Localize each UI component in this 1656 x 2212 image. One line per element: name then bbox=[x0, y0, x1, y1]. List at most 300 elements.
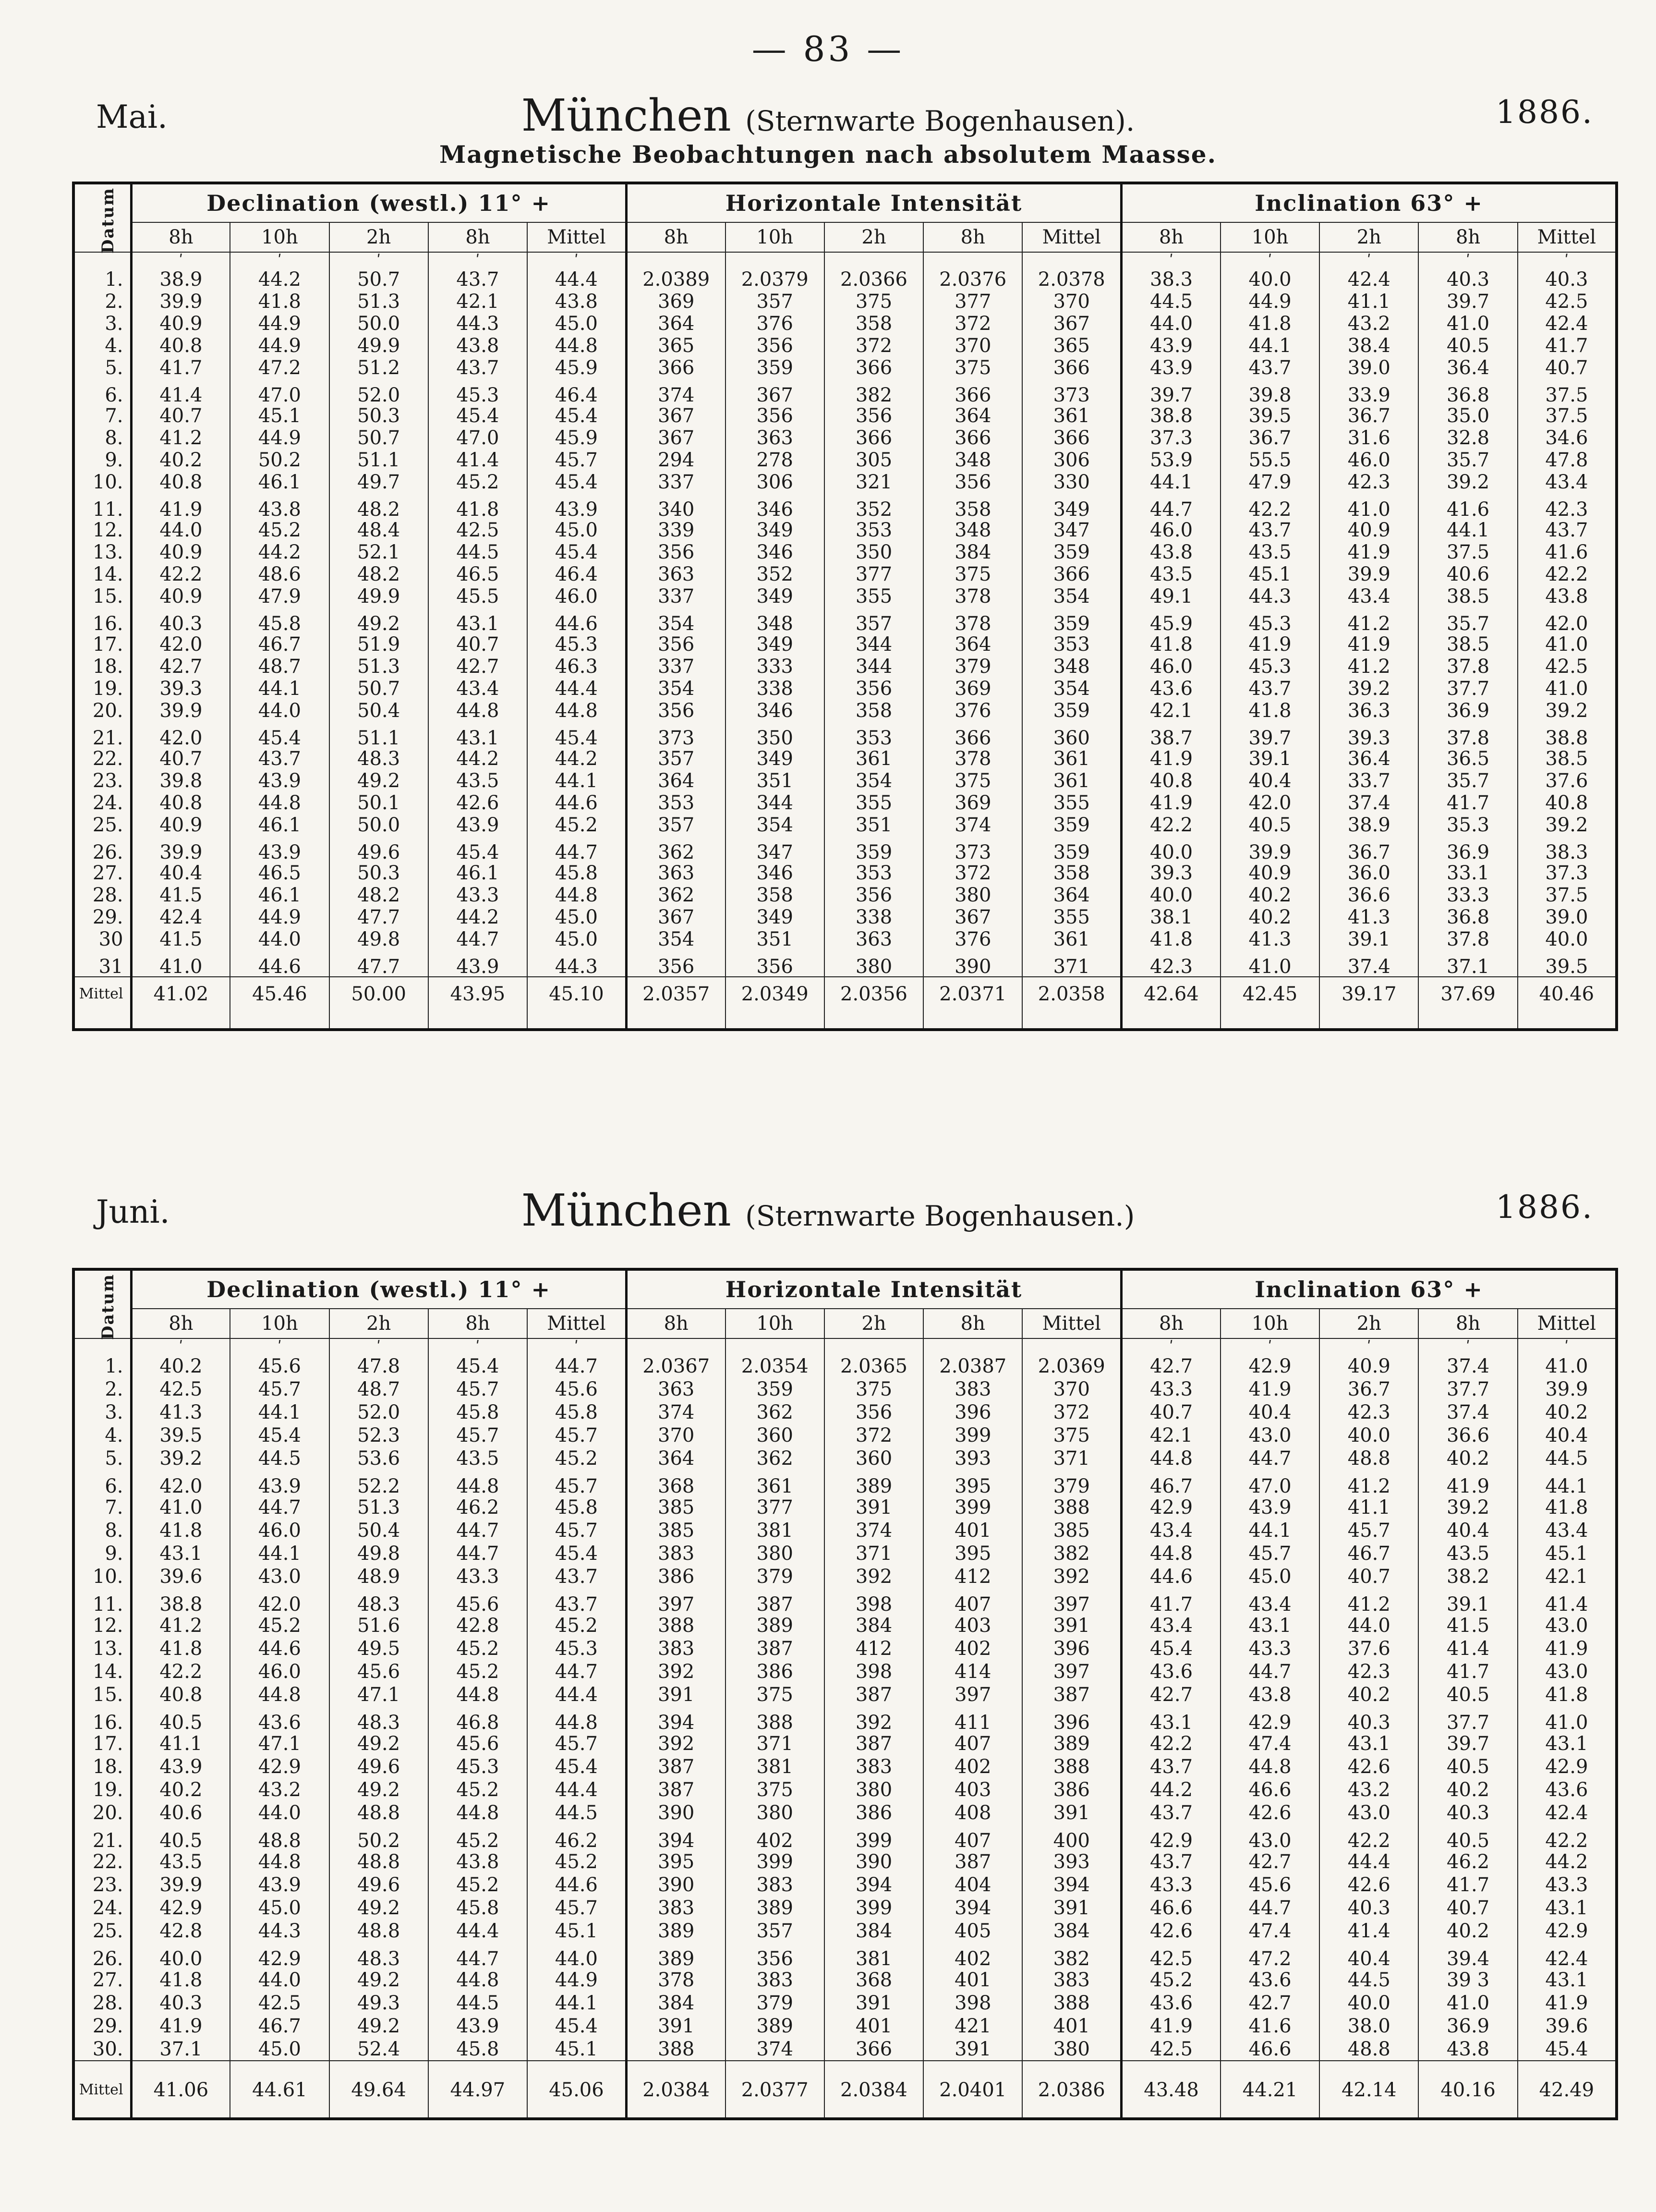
value-cell: 37.4 bbox=[1418, 1355, 1517, 1378]
value-cell: 49.6 bbox=[329, 1755, 428, 1778]
minute-mark bbox=[73, 252, 131, 268]
date-cell: 4. bbox=[73, 335, 131, 357]
value-cell: 357 bbox=[725, 1920, 824, 1943]
value-cell: 40.9 bbox=[1319, 1355, 1418, 1378]
value-cell: 387 bbox=[1022, 1683, 1121, 1706]
value-cell: 40.9 bbox=[131, 313, 230, 335]
value-cell: 47.7 bbox=[329, 950, 428, 977]
table-row bbox=[73, 405, 1617, 427]
value-cell: 50.4 bbox=[329, 1519, 428, 1542]
table-row bbox=[73, 1355, 1617, 1378]
value-cell: 42.4 bbox=[1518, 1801, 1617, 1824]
value-cell: 354 bbox=[1022, 678, 1121, 700]
value-cell: 44.7 bbox=[428, 1542, 527, 1565]
value-cell: 46.7 bbox=[230, 2015, 329, 2038]
value-cell: 44.1 bbox=[1418, 519, 1517, 541]
value-cell: 41.6 bbox=[1221, 2015, 1319, 2038]
spacer-cell bbox=[1022, 2100, 1121, 2119]
value-cell: 377 bbox=[725, 1496, 824, 1519]
value-cell: 391 bbox=[923, 2038, 1022, 2061]
value-cell: 389 bbox=[725, 1614, 824, 1637]
table-row bbox=[73, 1801, 1617, 1824]
value-cell: 45.4 bbox=[1122, 1637, 1221, 1660]
value-cell: 44.7 bbox=[1221, 1447, 1319, 1470]
value-cell: 47.8 bbox=[1518, 449, 1617, 471]
value-cell: 278 bbox=[725, 449, 824, 471]
value-cell: 36.0 bbox=[1319, 862, 1418, 884]
value-cell: 388 bbox=[626, 2038, 725, 2061]
date-cell: 26. bbox=[73, 1943, 131, 1969]
time-column-header: 8h bbox=[428, 1309, 527, 1338]
value-cell: 40.7 bbox=[1319, 1565, 1418, 1588]
value-cell: 53.9 bbox=[1122, 449, 1221, 471]
value-cell: 40.8 bbox=[131, 792, 230, 814]
value-cell: 45.9 bbox=[527, 427, 626, 449]
value-cell: 362 bbox=[626, 836, 725, 862]
value-cell: 359 bbox=[1022, 541, 1121, 563]
value-cell: 33.9 bbox=[1319, 379, 1418, 405]
time-column-header: 8h bbox=[1418, 222, 1517, 252]
value-cell: 44.1 bbox=[230, 1401, 329, 1424]
table-row bbox=[73, 2038, 1617, 2061]
value-cell: 44.2 bbox=[527, 748, 626, 770]
value-cell: 45.2 bbox=[527, 1850, 626, 1873]
value-cell: 43.5 bbox=[1418, 1542, 1517, 1565]
value-cell: 367 bbox=[626, 906, 725, 928]
value-cell: 40.2 bbox=[1418, 1920, 1517, 1943]
declination-header: Declination (westl.) 11° + bbox=[131, 183, 626, 222]
table-row bbox=[73, 748, 1617, 770]
value-cell: 39.8 bbox=[131, 770, 230, 792]
minute-mark: ʹ bbox=[1122, 252, 1221, 268]
value-cell: 45.4 bbox=[527, 471, 626, 493]
value-cell: 367 bbox=[725, 379, 824, 405]
date-cell: 9. bbox=[73, 1542, 131, 1565]
value-cell: 348 bbox=[923, 519, 1022, 541]
value-cell: 49.2 bbox=[329, 770, 428, 792]
value-cell: 392 bbox=[1022, 1565, 1121, 1588]
spacer-cell bbox=[527, 2100, 626, 2119]
value-cell: 45.2 bbox=[428, 1873, 527, 1896]
value-cell: 48.4 bbox=[329, 519, 428, 541]
value-cell: 358 bbox=[725, 884, 824, 906]
value-cell: 47.4 bbox=[1221, 1920, 1319, 1943]
spacer-cell bbox=[1221, 1010, 1319, 1030]
date-cell: 2. bbox=[73, 1378, 131, 1401]
value-cell: 45.7 bbox=[1319, 1519, 1418, 1542]
value-cell: 44.2 bbox=[230, 268, 329, 291]
value-cell: 48.2 bbox=[329, 884, 428, 906]
date-cell: 30. bbox=[73, 2038, 131, 2061]
date-cell: 2. bbox=[73, 291, 131, 313]
value-cell: 45.4 bbox=[230, 722, 329, 748]
table-row bbox=[73, 928, 1617, 950]
value-cell: 333 bbox=[725, 656, 824, 678]
minute-mark: ʹ bbox=[230, 1338, 329, 1355]
value-cell: 43.1 bbox=[1518, 1969, 1617, 1992]
table-row bbox=[73, 1896, 1617, 1920]
value-cell: 43.9 bbox=[1221, 1496, 1319, 1519]
date-cell: 22. bbox=[73, 748, 131, 770]
value-cell: 55.5 bbox=[1221, 449, 1319, 471]
value-cell: 36.7 bbox=[1221, 427, 1319, 449]
value-cell: 42.0 bbox=[131, 722, 230, 748]
value-cell: 48.8 bbox=[1319, 1447, 1418, 1470]
value-cell: 43.2 bbox=[1319, 1778, 1418, 1801]
date-cell: 14. bbox=[73, 1660, 131, 1683]
value-cell: 41.3 bbox=[131, 1401, 230, 1424]
value-cell: 49.8 bbox=[329, 928, 428, 950]
value-cell: 361 bbox=[725, 1470, 824, 1496]
time-column-header: 2h bbox=[1319, 222, 1418, 252]
value-cell: 44.5 bbox=[230, 1447, 329, 1470]
value-cell: 402 bbox=[923, 1943, 1022, 1969]
value-cell: 366 bbox=[1022, 357, 1121, 379]
minute-mark: ʹ bbox=[1122, 1338, 1221, 1355]
value-cell: 42.4 bbox=[1518, 313, 1617, 335]
value-cell: 375 bbox=[923, 357, 1022, 379]
value-cell: 41.7 bbox=[1418, 792, 1517, 814]
spacer-cell bbox=[1122, 2100, 1221, 2119]
value-cell: 40.3 bbox=[1418, 268, 1517, 291]
value-cell: 45.4 bbox=[527, 1755, 626, 1778]
value-cell: 43.6 bbox=[1122, 678, 1221, 700]
value-cell: 400 bbox=[1022, 1824, 1121, 1850]
value-cell: 389 bbox=[824, 1470, 923, 1496]
value-cell: 42.9 bbox=[1221, 1706, 1319, 1732]
value-cell: 40.3 bbox=[131, 1992, 230, 2015]
may-subtitle: Magnetische Beobachtungen nach absolutem Maasse. bbox=[439, 140, 1217, 169]
value-cell: 401 bbox=[1022, 2015, 1121, 2038]
value-cell: 361 bbox=[1022, 928, 1121, 950]
value-cell: 45.4 bbox=[527, 722, 626, 748]
value-cell: 361 bbox=[1022, 770, 1121, 792]
date-cell: 15. bbox=[73, 585, 131, 608]
value-cell: 364 bbox=[923, 405, 1022, 427]
value-cell: 356 bbox=[824, 1401, 923, 1424]
spacer-cell bbox=[73, 2100, 131, 2119]
value-cell: 44.9 bbox=[1221, 291, 1319, 313]
june-table bbox=[72, 1268, 1618, 2120]
value-cell: 359 bbox=[1022, 836, 1121, 862]
value-cell: 401 bbox=[824, 2015, 923, 2038]
value-cell: 37.4 bbox=[1319, 792, 1418, 814]
value-cell: 45.7 bbox=[527, 449, 626, 471]
may-table bbox=[72, 182, 1618, 1031]
table-row bbox=[73, 2015, 1617, 2038]
time-column-header: 8h bbox=[626, 1309, 725, 1338]
value-cell: 294 bbox=[626, 449, 725, 471]
value-cell: 43.5 bbox=[1221, 541, 1319, 563]
value-cell: 35.7 bbox=[1418, 449, 1517, 471]
value-cell: 360 bbox=[1022, 722, 1121, 748]
value-cell: 366 bbox=[923, 427, 1022, 449]
spacer-cell bbox=[1418, 2100, 1517, 2119]
minute-mark: ʹ bbox=[1221, 252, 1319, 268]
time-column-header: 8h bbox=[923, 222, 1022, 252]
date-cell: 16. bbox=[73, 608, 131, 633]
value-cell: 387 bbox=[923, 1850, 1022, 1873]
spacer-cell bbox=[1418, 1010, 1517, 1030]
value-cell: 37.3 bbox=[1122, 427, 1221, 449]
value-cell: 40.7 bbox=[131, 748, 230, 770]
value-cell: 46.0 bbox=[230, 1660, 329, 1683]
value-cell: 372 bbox=[824, 335, 923, 357]
time-column-header: Mittel bbox=[527, 1309, 626, 1338]
value-cell: 399 bbox=[923, 1424, 1022, 1447]
value-cell: 386 bbox=[626, 1565, 725, 1588]
value-cell: 412 bbox=[824, 1637, 923, 1660]
date-cell: 14. bbox=[73, 563, 131, 585]
value-cell: 355 bbox=[824, 585, 923, 608]
table-row bbox=[73, 1920, 1617, 1943]
date-cell: 3. bbox=[73, 1401, 131, 1424]
value-cell: 46.4 bbox=[527, 379, 626, 405]
value-cell: 41.4 bbox=[428, 449, 527, 471]
spacer-cell bbox=[1221, 2100, 1319, 2119]
date-cell: 11. bbox=[73, 1588, 131, 1614]
time-column-header: 10h bbox=[725, 222, 824, 252]
value-cell: 43.7 bbox=[1221, 678, 1319, 700]
inclination-header: Inclination 63° + bbox=[1122, 183, 1617, 222]
value-cell: 43.9 bbox=[1122, 335, 1221, 357]
value-cell: 387 bbox=[824, 1732, 923, 1755]
value-cell: 40.2 bbox=[131, 1355, 230, 1378]
date-cell: 6. bbox=[73, 1470, 131, 1496]
value-cell: 42.6 bbox=[1221, 1801, 1319, 1824]
value-cell: 41.5 bbox=[131, 884, 230, 906]
time-column-header: Mittel bbox=[1022, 1309, 1121, 1338]
value-cell: 405 bbox=[923, 1920, 1022, 1943]
value-cell: 36.5 bbox=[1418, 748, 1517, 770]
value-cell: 44.5 bbox=[428, 541, 527, 563]
value-cell: 39.2 bbox=[1319, 678, 1418, 700]
value-cell: 45.6 bbox=[230, 1355, 329, 1378]
value-cell: 353 bbox=[1022, 633, 1121, 656]
value-cell: 366 bbox=[923, 722, 1022, 748]
value-cell: 46.1 bbox=[230, 471, 329, 493]
value-cell: 385 bbox=[1022, 1519, 1121, 1542]
value-cell: 42.1 bbox=[1122, 700, 1221, 722]
value-cell: 381 bbox=[725, 1519, 824, 1542]
value-cell: 377 bbox=[923, 291, 1022, 313]
minute-mark: ʹ bbox=[527, 252, 626, 268]
value-cell: 33.1 bbox=[1418, 862, 1517, 884]
value-cell: 391 bbox=[1022, 1801, 1121, 1824]
value-cell: 44.8 bbox=[1221, 1755, 1319, 1778]
value-cell: 45.0 bbox=[527, 519, 626, 541]
value-cell: 50.3 bbox=[329, 405, 428, 427]
value-cell: 375 bbox=[824, 1378, 923, 1401]
date-cell: 28. bbox=[73, 1992, 131, 2015]
value-cell: 43.5 bbox=[131, 1850, 230, 1873]
value-cell: 41.0 bbox=[1518, 1355, 1617, 1378]
mittel-value: 44.97 bbox=[428, 2061, 527, 2100]
value-cell: 32.8 bbox=[1418, 427, 1517, 449]
value-cell: 42.3 bbox=[1319, 471, 1418, 493]
value-cell: 355 bbox=[1022, 906, 1121, 928]
value-cell: 45.4 bbox=[230, 1424, 329, 1447]
value-cell: 356 bbox=[725, 950, 824, 977]
value-cell: 44.9 bbox=[230, 313, 329, 335]
value-cell: 36.9 bbox=[1418, 836, 1517, 862]
value-cell: 44.5 bbox=[428, 1992, 527, 2015]
value-cell: 44.3 bbox=[527, 950, 626, 977]
table-row bbox=[73, 563, 1617, 585]
value-cell: 371 bbox=[1022, 950, 1121, 977]
value-cell: 43.4 bbox=[1122, 1614, 1221, 1637]
value-cell: 370 bbox=[923, 335, 1022, 357]
value-cell: 369 bbox=[626, 291, 725, 313]
value-cell: 42.4 bbox=[131, 906, 230, 928]
value-cell: 392 bbox=[626, 1660, 725, 1683]
value-cell: 40.9 bbox=[131, 585, 230, 608]
value-cell: 40.0 bbox=[1221, 268, 1319, 291]
value-cell: 407 bbox=[923, 1588, 1022, 1614]
value-cell: 348 bbox=[1022, 656, 1121, 678]
value-cell: 42.9 bbox=[131, 1896, 230, 1920]
value-cell: 43.9 bbox=[230, 770, 329, 792]
value-cell: 346 bbox=[725, 541, 824, 563]
value-cell: 39.3 bbox=[1122, 862, 1221, 884]
value-cell: 45.1 bbox=[1518, 1542, 1617, 1565]
value-cell: 389 bbox=[1022, 1732, 1121, 1755]
time-column-header: 8h bbox=[131, 222, 230, 252]
table-row bbox=[73, 379, 1617, 405]
value-cell: 47.9 bbox=[1221, 471, 1319, 493]
value-cell: 51.1 bbox=[329, 722, 428, 748]
value-cell: 49.2 bbox=[329, 1732, 428, 1755]
table-row bbox=[73, 656, 1617, 678]
value-cell: 39.6 bbox=[1518, 2015, 1617, 2038]
date-cell: 21. bbox=[73, 722, 131, 748]
value-cell: 39.3 bbox=[131, 678, 230, 700]
value-cell: 48.3 bbox=[329, 748, 428, 770]
value-cell: 388 bbox=[1022, 1755, 1121, 1778]
value-cell: 367 bbox=[923, 906, 1022, 928]
value-cell: 40.8 bbox=[1122, 770, 1221, 792]
value-cell: 39.9 bbox=[1319, 563, 1418, 585]
inclination-header: Inclination 63° + bbox=[1122, 1269, 1617, 1309]
value-cell: 41.0 bbox=[1518, 633, 1617, 656]
value-cell: 44.8 bbox=[527, 1706, 626, 1732]
value-cell: 43.4 bbox=[1518, 1519, 1617, 1542]
mittel-value: 41.06 bbox=[131, 2061, 230, 2100]
value-cell: 380 bbox=[725, 1542, 824, 1565]
value-cell: 44.4 bbox=[527, 268, 626, 291]
date-cell: 25. bbox=[73, 1920, 131, 1943]
value-cell: 41.8 bbox=[1518, 1683, 1617, 1706]
value-cell: 36.6 bbox=[1319, 884, 1418, 906]
value-cell: 382 bbox=[824, 379, 923, 405]
value-cell: 39.7 bbox=[1221, 722, 1319, 748]
date-cell: 11. bbox=[73, 493, 131, 519]
value-cell: 43.6 bbox=[1518, 1778, 1617, 1801]
value-cell: 37.5 bbox=[1518, 884, 1617, 906]
value-cell: 40.5 bbox=[131, 1706, 230, 1732]
value-cell: 45.4 bbox=[428, 405, 527, 427]
value-cell: 351 bbox=[725, 770, 824, 792]
spacer-cell bbox=[428, 1010, 527, 1030]
minute-mark bbox=[1022, 1338, 1121, 1355]
value-cell: 47.0 bbox=[230, 379, 329, 405]
table-row bbox=[73, 1496, 1617, 1519]
value-cell: 37.7 bbox=[1418, 1378, 1517, 1401]
date-cell: 7. bbox=[73, 405, 131, 427]
value-cell: 47.0 bbox=[1221, 1470, 1319, 1496]
value-cell: 44.8 bbox=[1122, 1447, 1221, 1470]
value-cell: 384 bbox=[824, 1614, 923, 1637]
value-cell: 44.1 bbox=[230, 1542, 329, 1565]
value-cell: 41.2 bbox=[1319, 656, 1418, 678]
value-cell: 42.2 bbox=[1221, 493, 1319, 519]
value-cell: 46.1 bbox=[230, 884, 329, 906]
value-cell: 45.8 bbox=[527, 1401, 626, 1424]
may-header bbox=[0, 90, 1656, 146]
value-cell: 399 bbox=[824, 1896, 923, 1920]
value-cell: 347 bbox=[1022, 519, 1121, 541]
value-cell: 362 bbox=[626, 884, 725, 906]
value-cell: 380 bbox=[923, 884, 1022, 906]
value-cell: 45.3 bbox=[1221, 656, 1319, 678]
value-cell: 37.6 bbox=[1319, 1637, 1418, 1660]
spacer-cell bbox=[1518, 1010, 1617, 1030]
value-cell: 38.5 bbox=[1418, 633, 1517, 656]
spacer-cell bbox=[230, 2100, 329, 2119]
spacer-cell bbox=[73, 1010, 131, 1030]
value-cell: 42.7 bbox=[428, 656, 527, 678]
value-cell: 41.0 bbox=[1319, 493, 1418, 519]
minute-mark: ʹ bbox=[1319, 1338, 1418, 1355]
value-cell: 36.7 bbox=[1319, 405, 1418, 427]
value-cell: 356 bbox=[725, 405, 824, 427]
value-cell: 44.0 bbox=[230, 1969, 329, 1992]
value-cell: 43.9 bbox=[527, 493, 626, 519]
table-row bbox=[73, 1873, 1617, 1896]
table-row bbox=[73, 770, 1617, 792]
value-cell: 388 bbox=[626, 1614, 725, 1637]
value-cell: 42.9 bbox=[230, 1943, 329, 1969]
value-cell: 358 bbox=[824, 700, 923, 722]
mittel-value: 40.16 bbox=[1418, 2061, 1517, 2100]
value-cell: 35.7 bbox=[1418, 608, 1517, 633]
value-cell: 386 bbox=[725, 1660, 824, 1683]
spacer-cell bbox=[923, 2100, 1022, 2119]
value-cell: 394 bbox=[824, 1873, 923, 1896]
value-cell: 49.7 bbox=[329, 471, 428, 493]
value-cell: 45.2 bbox=[428, 1660, 527, 1683]
value-cell: 49.1 bbox=[1122, 585, 1221, 608]
value-cell: 37.8 bbox=[1418, 722, 1517, 748]
value-cell: 45.0 bbox=[527, 906, 626, 928]
date-cell: 5. bbox=[73, 357, 131, 379]
value-cell: 45.8 bbox=[428, 1896, 527, 1920]
value-cell: 392 bbox=[626, 1732, 725, 1755]
value-cell: 40.2 bbox=[1319, 1683, 1418, 1706]
value-cell: 44.0 bbox=[230, 928, 329, 950]
table-row bbox=[73, 608, 1617, 633]
minute-mark: ʹ bbox=[1221, 1338, 1319, 1355]
value-cell: 42.9 bbox=[1518, 1920, 1617, 1943]
date-cell: 20. bbox=[73, 1801, 131, 1824]
mittel-value: 45.46 bbox=[230, 977, 329, 1010]
value-cell: 370 bbox=[1022, 1378, 1121, 1401]
value-cell: 398 bbox=[923, 1992, 1022, 2015]
value-cell: 35.3 bbox=[1418, 814, 1517, 836]
value-cell: 351 bbox=[824, 814, 923, 836]
date-cell: 1. bbox=[73, 268, 131, 291]
value-cell: 358 bbox=[1022, 862, 1121, 884]
